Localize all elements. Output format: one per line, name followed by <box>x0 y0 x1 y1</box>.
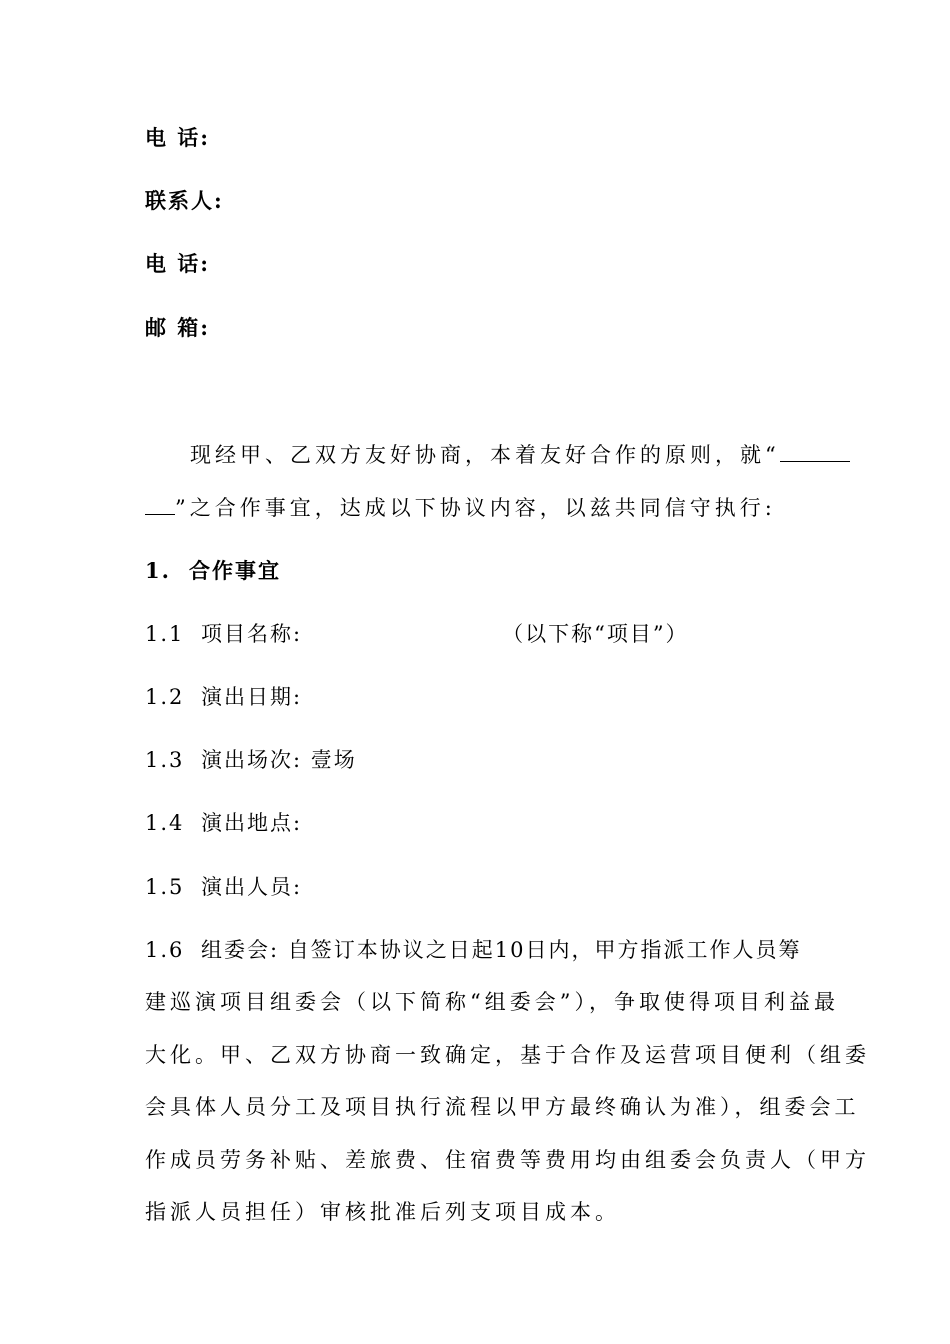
project-name-blank-cont <box>145 494 175 515</box>
paragraph-line: 作成员劳务补贴、差旅费、住宿费等费用均由组委会负责人（甲方 <box>145 1148 870 1172</box>
item-1-6: 1.6 组委会: 自签订本协议之日起10日内，甲方指派工作人员筹 <box>145 938 802 962</box>
paragraph-line: 指派人员担任）审核批准后列支项目成本。 <box>145 1200 620 1224</box>
item-1-4: 1.4 演出地点: <box>145 811 303 835</box>
item-1-3: 1.3 演出场次: 壹场 <box>145 748 357 772</box>
item-1-5: 1.5 演出人员: <box>145 875 303 899</box>
item-1-1: 1.1 项目名称: （以下称“项目”） <box>145 622 689 646</box>
item-1-2: 1.2 演出日期: <box>145 685 303 709</box>
intro-line-2: ”之合作事宜，达成以下协议内容，以兹共同信守执行: <box>145 494 776 522</box>
intro-line-1: 现经甲、乙双方友好协商，本着友好合作的原则，就“ <box>190 441 850 469</box>
phone-label-2: 电 话: <box>145 251 211 276</box>
email-label: 邮 箱: <box>145 315 211 340</box>
paragraph-line: 建巡演项目组委会（以下简称“组委会”），争取使得项目利益最 <box>145 990 839 1014</box>
phone-label-1: 电 话: <box>145 125 211 150</box>
paragraph-line: 会具体人员分工及项目执行流程以甲方最终确认为准），组委会工 <box>145 1095 860 1119</box>
paragraph-line: 大化。甲、乙双方协商一致确定，基于合作及运营项目便利（组委 <box>145 1043 870 1067</box>
contact-person-label: 联系人: <box>145 188 224 213</box>
project-name-blank <box>780 441 850 462</box>
section-heading: 1. 合作事宜 <box>145 558 281 583</box>
